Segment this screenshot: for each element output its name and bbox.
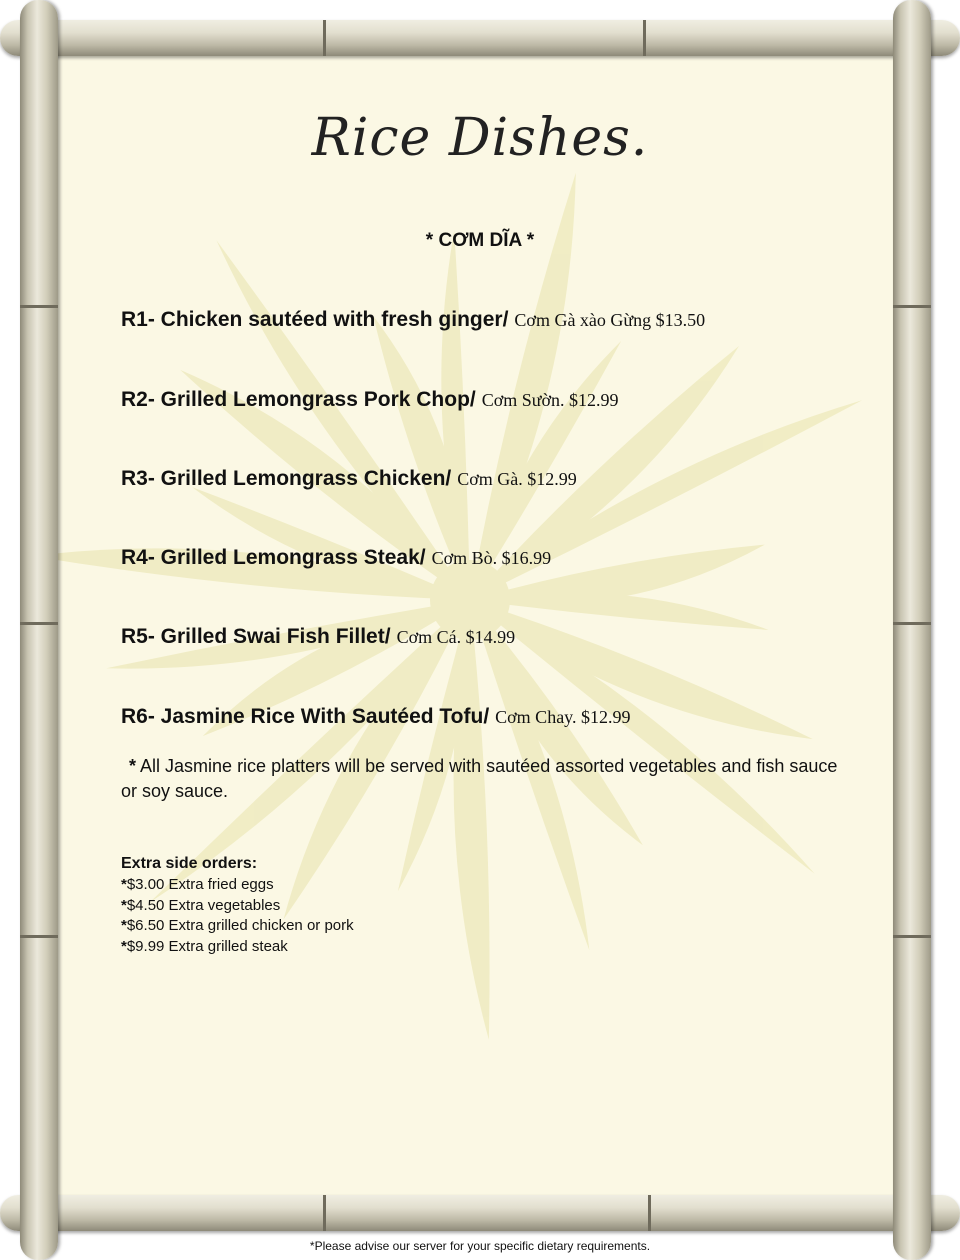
item-name: R5- Grilled Swai Fish Fillet/ — [121, 625, 391, 648]
item-name: R2- Grilled Lemongrass Pork Chop/ — [121, 388, 476, 411]
item-vn-price: Cơm Cá. $14.99 — [396, 627, 516, 647]
item-name: R4- Grilled Lemongrass Steak/ — [121, 546, 426, 569]
serving-note — [121, 754, 841, 804]
menu-item-r3 — [121, 467, 577, 491]
extra-side-orders — [121, 853, 354, 957]
page-title: Rice Dishes. — [311, 108, 649, 168]
section-heading: * CƠM DĨA * — [425, 230, 535, 251]
item-name: R3- Grilled Lemongrass Chicken/ — [121, 467, 452, 490]
menu-item-r5 — [121, 625, 515, 649]
item-vn-price: Cơm Sườn. $12.99 — [481, 390, 619, 410]
extras-line: *$4.50 Extra vegetables — [121, 896, 281, 914]
item-name: R1- Chicken sautéed with fresh ginger/ — [121, 308, 509, 331]
menu-item-r1 — [121, 308, 705, 332]
menu-item-r4 — [121, 546, 551, 570]
dietary-footer: *Please advise our server for your specific dietary requirements. — [309, 1239, 651, 1253]
extras-line: *$3.00 Extra fried eggs — [121, 876, 274, 893]
extras-line: *$6.50 Extra grilled chicken or pork — [121, 917, 354, 934]
menu-item-r6 — [121, 705, 631, 729]
extras-line: *$9.99 Extra grilled steak — [121, 937, 288, 955]
item-vn-price: Cơm Chay. $12.99 — [495, 707, 631, 727]
menu-item-r2 — [121, 388, 619, 412]
note-text: All Jasmine rice platters will be served with sautéed assorted vegetables and fish sauce or soy sauce. — [121, 756, 838, 801]
item-vn-price: Cơm Gà xào Gừng $13.50 — [514, 310, 706, 330]
item-name: R6- Jasmine Rice With Sautéed Tofu/ — [121, 705, 490, 728]
item-vn-price: Cơm Bò. $16.99 — [431, 548, 552, 568]
item-vn-price: Cơm Gà. $12.99 — [457, 469, 577, 489]
extras-heading: Extra side orders: — [121, 855, 258, 872]
note-star: * — [129, 756, 137, 776]
